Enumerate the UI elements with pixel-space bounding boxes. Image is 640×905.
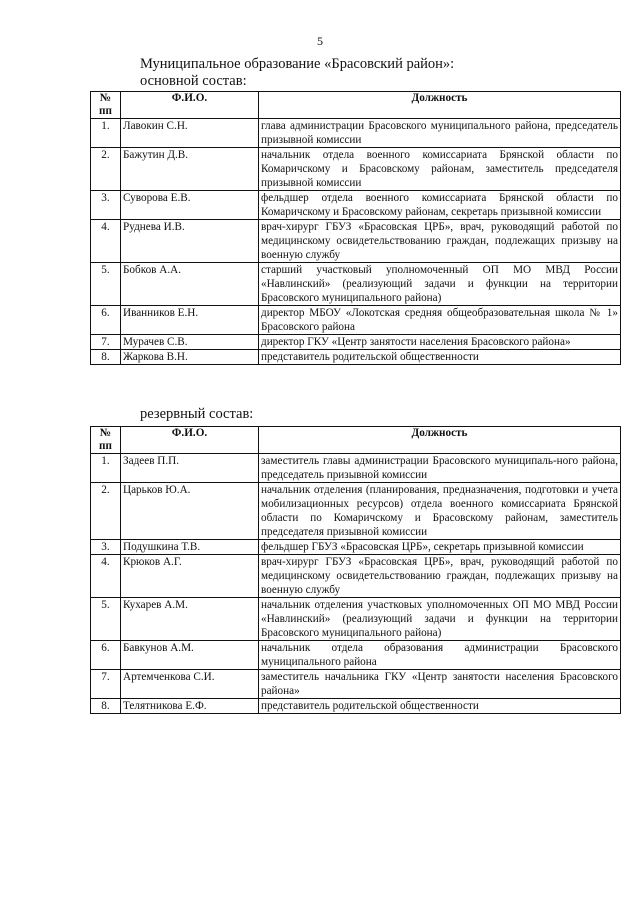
member-position: фельдшер ГБУЗ «Брасовская ЦРБ», секретарь призывной комиссии: [259, 540, 621, 555]
table-row: [91, 191, 621, 220]
table-row: [91, 148, 621, 191]
member-name: Бажутин Д.В.: [121, 148, 259, 191]
member-position: начальник отделения (планирования, предназначения, подготовки и учета мобилизационных ресурсов) отдела военного комиссариата Брянской области по Комаричскому и Брасовскому районам, заместитель председателя призывной комиссии: [259, 483, 621, 540]
member-name: Мурачев С.В.: [121, 335, 259, 350]
row-number: 5.: [91, 598, 121, 641]
table-row: [91, 220, 621, 263]
member-name: Царьков Ю.А.: [121, 483, 259, 540]
column-header-num: № пп: [91, 92, 121, 119]
table-row: [91, 555, 621, 598]
column-header-name: Ф.И.О.: [121, 92, 259, 119]
row-number: 7.: [91, 670, 121, 699]
table-row: [91, 670, 621, 699]
reserve-composition-rows: [91, 454, 621, 714]
reserve-composition-table: [90, 426, 621, 714]
row-number: 2.: [91, 148, 121, 191]
row-number: 4.: [91, 220, 121, 263]
column-header-position: Должность: [259, 427, 621, 454]
table-row: [91, 335, 621, 350]
main-composition-rows: [91, 119, 621, 365]
table-row: [91, 263, 621, 306]
member-name: Руднева И.В.: [121, 220, 259, 263]
row-number: 7.: [91, 335, 121, 350]
row-number: 8.: [91, 350, 121, 365]
row-number: 3.: [91, 191, 121, 220]
table-row: [91, 119, 621, 148]
row-number: 8.: [91, 699, 121, 714]
table-row: [91, 699, 621, 714]
member-name: Бобков А.А.: [121, 263, 259, 306]
row-number: 1.: [91, 119, 121, 148]
reserve-composition-label: резервный состав:: [140, 406, 254, 422]
member-position: фельдшер отдела военного комиссариата Брянской области по Комаричскому и Брасовскому районам, секретарь призывной комиссии: [259, 191, 621, 220]
row-number: 4.: [91, 555, 121, 598]
municipality-title: Муниципальное образование «Брасовский район»:: [140, 56, 455, 72]
member-position: старший участковый уполномоченный ОП МО МВД России «Навлинский» (реализующий задачи и функции на территории Брасовского муниципального района): [259, 263, 621, 306]
member-name: Кухарев А.М.: [121, 598, 259, 641]
member-name: Подушкина Т.В.: [121, 540, 259, 555]
member-name: Жаркова В.Н.: [121, 350, 259, 365]
main-composition-table: [90, 91, 621, 365]
column-header-position: Должность: [259, 92, 621, 119]
table-row: [91, 641, 621, 670]
member-name: Задеев П.П.: [121, 454, 259, 483]
table-row: [91, 350, 621, 365]
main-composition-heading: [140, 56, 454, 90]
row-number: 5.: [91, 263, 121, 306]
member-name: Артемченкова С.И.: [121, 670, 259, 699]
member-position: глава администрации Брасовского муниципального района, председатель призывной комиссии: [259, 119, 621, 148]
main-composition-label: основной состав:: [140, 73, 247, 89]
member-position: начальник отдела военного комиссариата Брянской области по Комаричскому и Брасовскому районам, заместитель председателя призывной комиссии: [259, 148, 621, 191]
table-header-row: [91, 427, 621, 454]
member-position: начальник отдела образования администрации Брасовского муниципального района: [259, 641, 621, 670]
member-name: Бавкунов А.М.: [121, 641, 259, 670]
row-number: 6.: [91, 306, 121, 335]
row-number: 6.: [91, 641, 121, 670]
member-position: врач-хирург ГБУЗ «Брасовская ЦРБ», врач, руководящий работой по медицинскому освидетельствованию граждан, подлежащих призыву на военную службу: [259, 220, 621, 263]
member-position: заместитель главы администрации Брасовского муниципаль-ного района, председатель призывной комиссии: [259, 454, 621, 483]
member-position: заместитель начальника ГКУ «Центр занятости населения Брасовского района»: [259, 670, 621, 699]
member-name: Иванников Е.Н.: [121, 306, 259, 335]
table-row: [91, 306, 621, 335]
table-row: [91, 598, 621, 641]
member-name: Крюков А.Г.: [121, 555, 259, 598]
column-header-num: № пп: [91, 427, 121, 454]
table-row: [91, 540, 621, 555]
member-position: директор ГКУ «Центр занятости населения Брасовского района»: [259, 335, 621, 350]
table-row: [91, 483, 621, 540]
page-number: 5: [317, 34, 323, 48]
column-header-name: Ф.И.О.: [121, 427, 259, 454]
reserve-composition-heading: [140, 406, 253, 423]
row-number: 1.: [91, 454, 121, 483]
member-position: директор МБОУ «Локотская средняя общеобразовательная школа № 1» Брасовского района: [259, 306, 621, 335]
member-name: Лавокин С.Н.: [121, 119, 259, 148]
member-name: Суворова Е.В.: [121, 191, 259, 220]
row-number: 2.: [91, 483, 121, 540]
member-position: представитель родительской общественности: [259, 350, 621, 365]
table-header-row: [91, 92, 621, 119]
table-row: [91, 454, 621, 483]
member-position: врач-хирург ГБУЗ «Брасовская ЦРБ», врач, руководящий работой по медицинскому освидетельствованию граждан, подлежащих призыву на военную службу: [259, 555, 621, 598]
member-name: Телятникова Е.Ф.: [121, 699, 259, 714]
row-number: 3.: [91, 540, 121, 555]
member-position: представитель родительской общественности: [259, 699, 621, 714]
member-position: начальник отделения участковых уполномоченных ОП МО МВД России «Навлинский» (реализующий задачи и функции на территории Брасовского муниципального района): [259, 598, 621, 641]
